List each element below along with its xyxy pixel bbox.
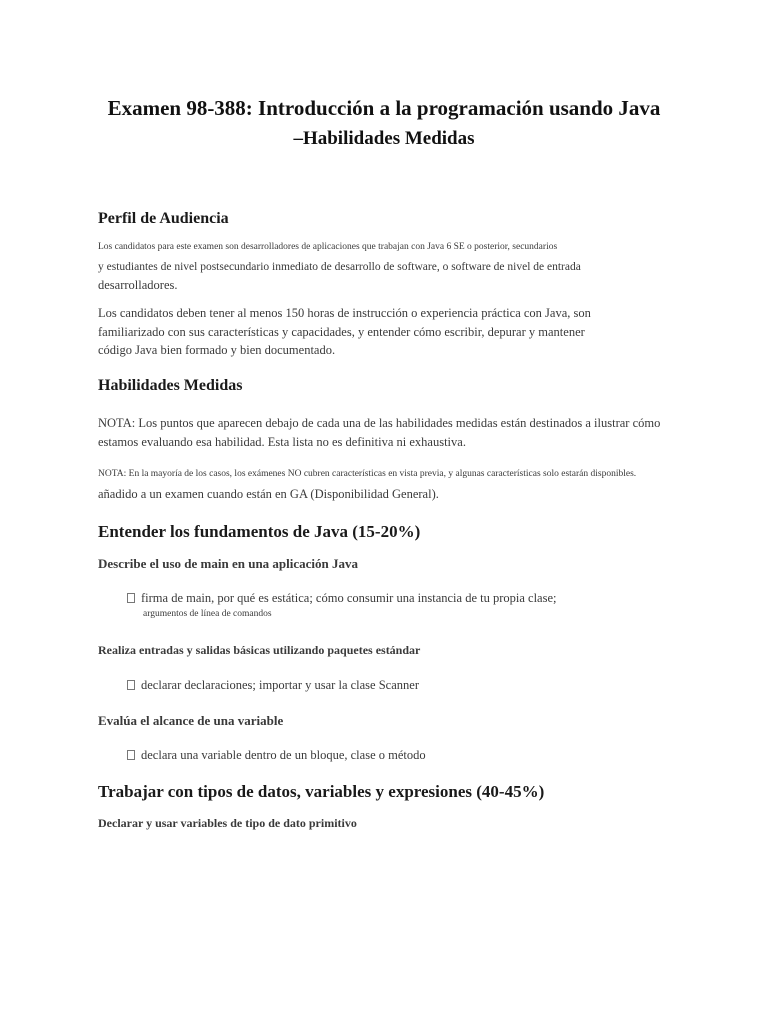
document-title-line-2: –Habilidades Medidas (293, 128, 475, 149)
section-1-sub-3-bullet (127, 748, 426, 763)
audience-paragraph-2-line-3: código Java bien formado y bien documentado. (98, 343, 336, 357)
section-2-heading: Trabajar con tipos de datos, variables y expresiones (40-45%) (98, 782, 545, 801)
skills-note-2-line-1: NOTA: En la mayoría de los casos, los exámenes NO cubren características en vista previa, y algunas características solo estarán disponibles. (98, 469, 637, 479)
audience-paragraph-1-line-2: y estudiantes de nivel postsecundario inmediato de desarrollo de software, o software de nivel de entrada (98, 261, 581, 273)
section-1-sub-1-bullet (127, 591, 557, 606)
document-title-line-1: Examen 98-388: Introducción a la programación usando Java (107, 96, 661, 120)
section-1-sub-1-bullet-continuation: argumentos de línea de comandos (143, 609, 272, 619)
skills-note-1-line-2: estamos evaluando esa habilidad. Esta lista no es definitiva ni exhaustiva. (98, 435, 466, 449)
audience-heading: Perfil de Audiencia (98, 210, 229, 227)
section-2-sub-1-heading: Declarar y usar variables de tipo de dato primitivo (98, 816, 357, 830)
section-1-sub-1-heading: Describe el uso de main en una aplicación Java (98, 556, 359, 571)
section-1-heading: Entender los fundamentos de Java (15-20%) (98, 522, 421, 541)
bullet-text: declara una variable dentro de un bloque, clase o método (141, 748, 426, 762)
audience-paragraph-1-line-1: Los candidatos para este examen son desarrolladores de aplicaciones que trabajan con Java 6 SE o posterior, secundarios (98, 242, 558, 252)
bullet-box-icon (127, 750, 135, 760)
section-1-sub-2-heading: Realiza entradas y salidas básicas utilizando paquetes estándar (98, 643, 421, 657)
bullet-box-icon (127, 593, 135, 603)
bullet-box-icon (127, 680, 135, 690)
section-1-sub-3-heading: Evalúa el alcance de una variable (98, 713, 284, 728)
skills-heading: Habilidades Medidas (98, 377, 243, 394)
audience-paragraph-2-line-2: familiarizado con sus características y capacidades, y entender cómo escribir, depurar y mantener (98, 325, 585, 339)
skills-note-2-line-2: añadido a un examen cuando están en GA (Disponibilidad General). (98, 487, 439, 501)
skills-note-1-line-1: NOTA: Los puntos que aparecen debajo de cada una de las habilidades medidas están destinados a ilustrar cómo (98, 416, 661, 430)
section-1-sub-2-bullet (127, 678, 419, 693)
audience-paragraph-1-line-3: desarrolladores. (98, 278, 178, 292)
audience-paragraph-2-line-1: Los candidatos deben tener al menos 150 horas de instrucción o experiencia práctica con Java, son (98, 306, 591, 320)
bullet-text: declarar declaraciones; importar y usar la clase Scanner (141, 678, 419, 692)
bullet-text: firma de main, por qué es estática; cómo consumir una instancia de tu propia clase; (141, 591, 557, 605)
